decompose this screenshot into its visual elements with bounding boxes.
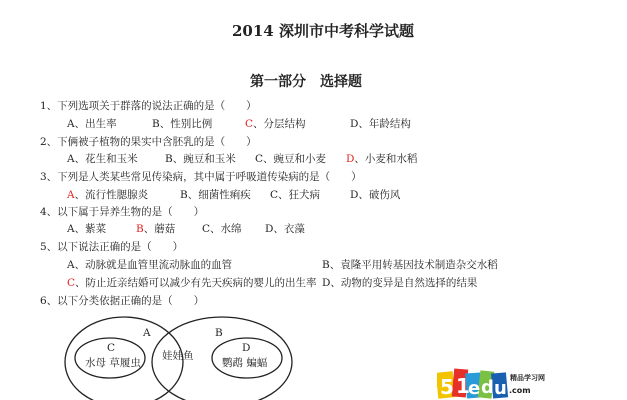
venn-label-a: A: [143, 327, 151, 339]
venn-c-items: 水母 草履虫: [85, 357, 141, 369]
venn-d-items: 鹦鹉 蝙蝠: [222, 357, 268, 369]
site-logo: [437, 367, 627, 400]
q2-option-d: D、小麦和水稻: [346, 153, 418, 165]
q4-option-b: B、蘑菇: [136, 223, 176, 235]
q4-option-a: A、紫菜: [67, 223, 107, 235]
svg-text:e: e: [468, 378, 481, 399]
document-title: 2014 深圳市中考科学试题: [232, 22, 414, 40]
question-2: 2、下俩被子植物的果实中含胚乳的是（ ）: [40, 136, 257, 148]
q4-option-d: D、衣藻: [265, 223, 305, 235]
venn-label-c: C: [107, 342, 116, 354]
question-6: 6、以下分类依据正确的是（ ）: [40, 295, 205, 307]
q3-option-d: D、破伤风: [350, 189, 401, 201]
q1-option-c: C、分层结构: [245, 118, 306, 130]
section-heading: 第一部分 选择题: [250, 74, 362, 90]
q5-option-b: B、袁隆平用转基因技术制造杂交水稻: [322, 259, 498, 271]
q5-option-d: D、动物的变异是自然选择的结果: [322, 277, 478, 289]
q4-option-c: C、水绵: [202, 223, 242, 235]
question-5: 5、以下说法正确的是（ ）: [40, 241, 184, 253]
svg-text:1: 1: [456, 374, 470, 398]
q1-option-d: D、年龄结构: [350, 118, 411, 130]
venn-label-b: B: [215, 327, 223, 339]
q1-option-a: A、出生率: [67, 118, 117, 130]
q2-option-b: B、豌豆和玉米: [165, 153, 236, 165]
q1-option-b: B、性别比例: [152, 118, 213, 130]
question-4: 4、以下属于异养生物的是（ ）: [40, 206, 205, 218]
q3-option-a: A、流行性腮腺炎: [67, 189, 149, 201]
q3-option-c: C、狂犬病: [270, 189, 321, 201]
venn-overlap: 娃娃鱼: [162, 350, 194, 362]
q5-option-a: A、动脉就是血管里流动脉血的血管: [67, 259, 233, 271]
svg-text:5: 5: [440, 375, 454, 399]
logo-tagline: 精品学习网: [510, 374, 545, 382]
q2-option-c: C、豌豆和小麦: [255, 153, 327, 165]
svg-text:d: d: [481, 377, 494, 398]
venn-label-d: D: [242, 342, 251, 354]
q3-option-b: B、细菌性痢疾: [180, 189, 251, 201]
svg-text:u: u: [494, 378, 507, 399]
logo-com: .com: [509, 386, 531, 395]
question-1: 1、下列选项关于群落的说法正确的是（ ）: [40, 100, 257, 112]
question-3: 3、下列是人类某些常见传染病，其中属于呼吸道传染病的是（ ）: [40, 171, 362, 183]
q2-option-a: A、花生和玉米: [67, 153, 138, 165]
q5-option-c: C、防止近亲结婚可以减少有先天疾病的婴儿的出生率: [67, 277, 317, 289]
